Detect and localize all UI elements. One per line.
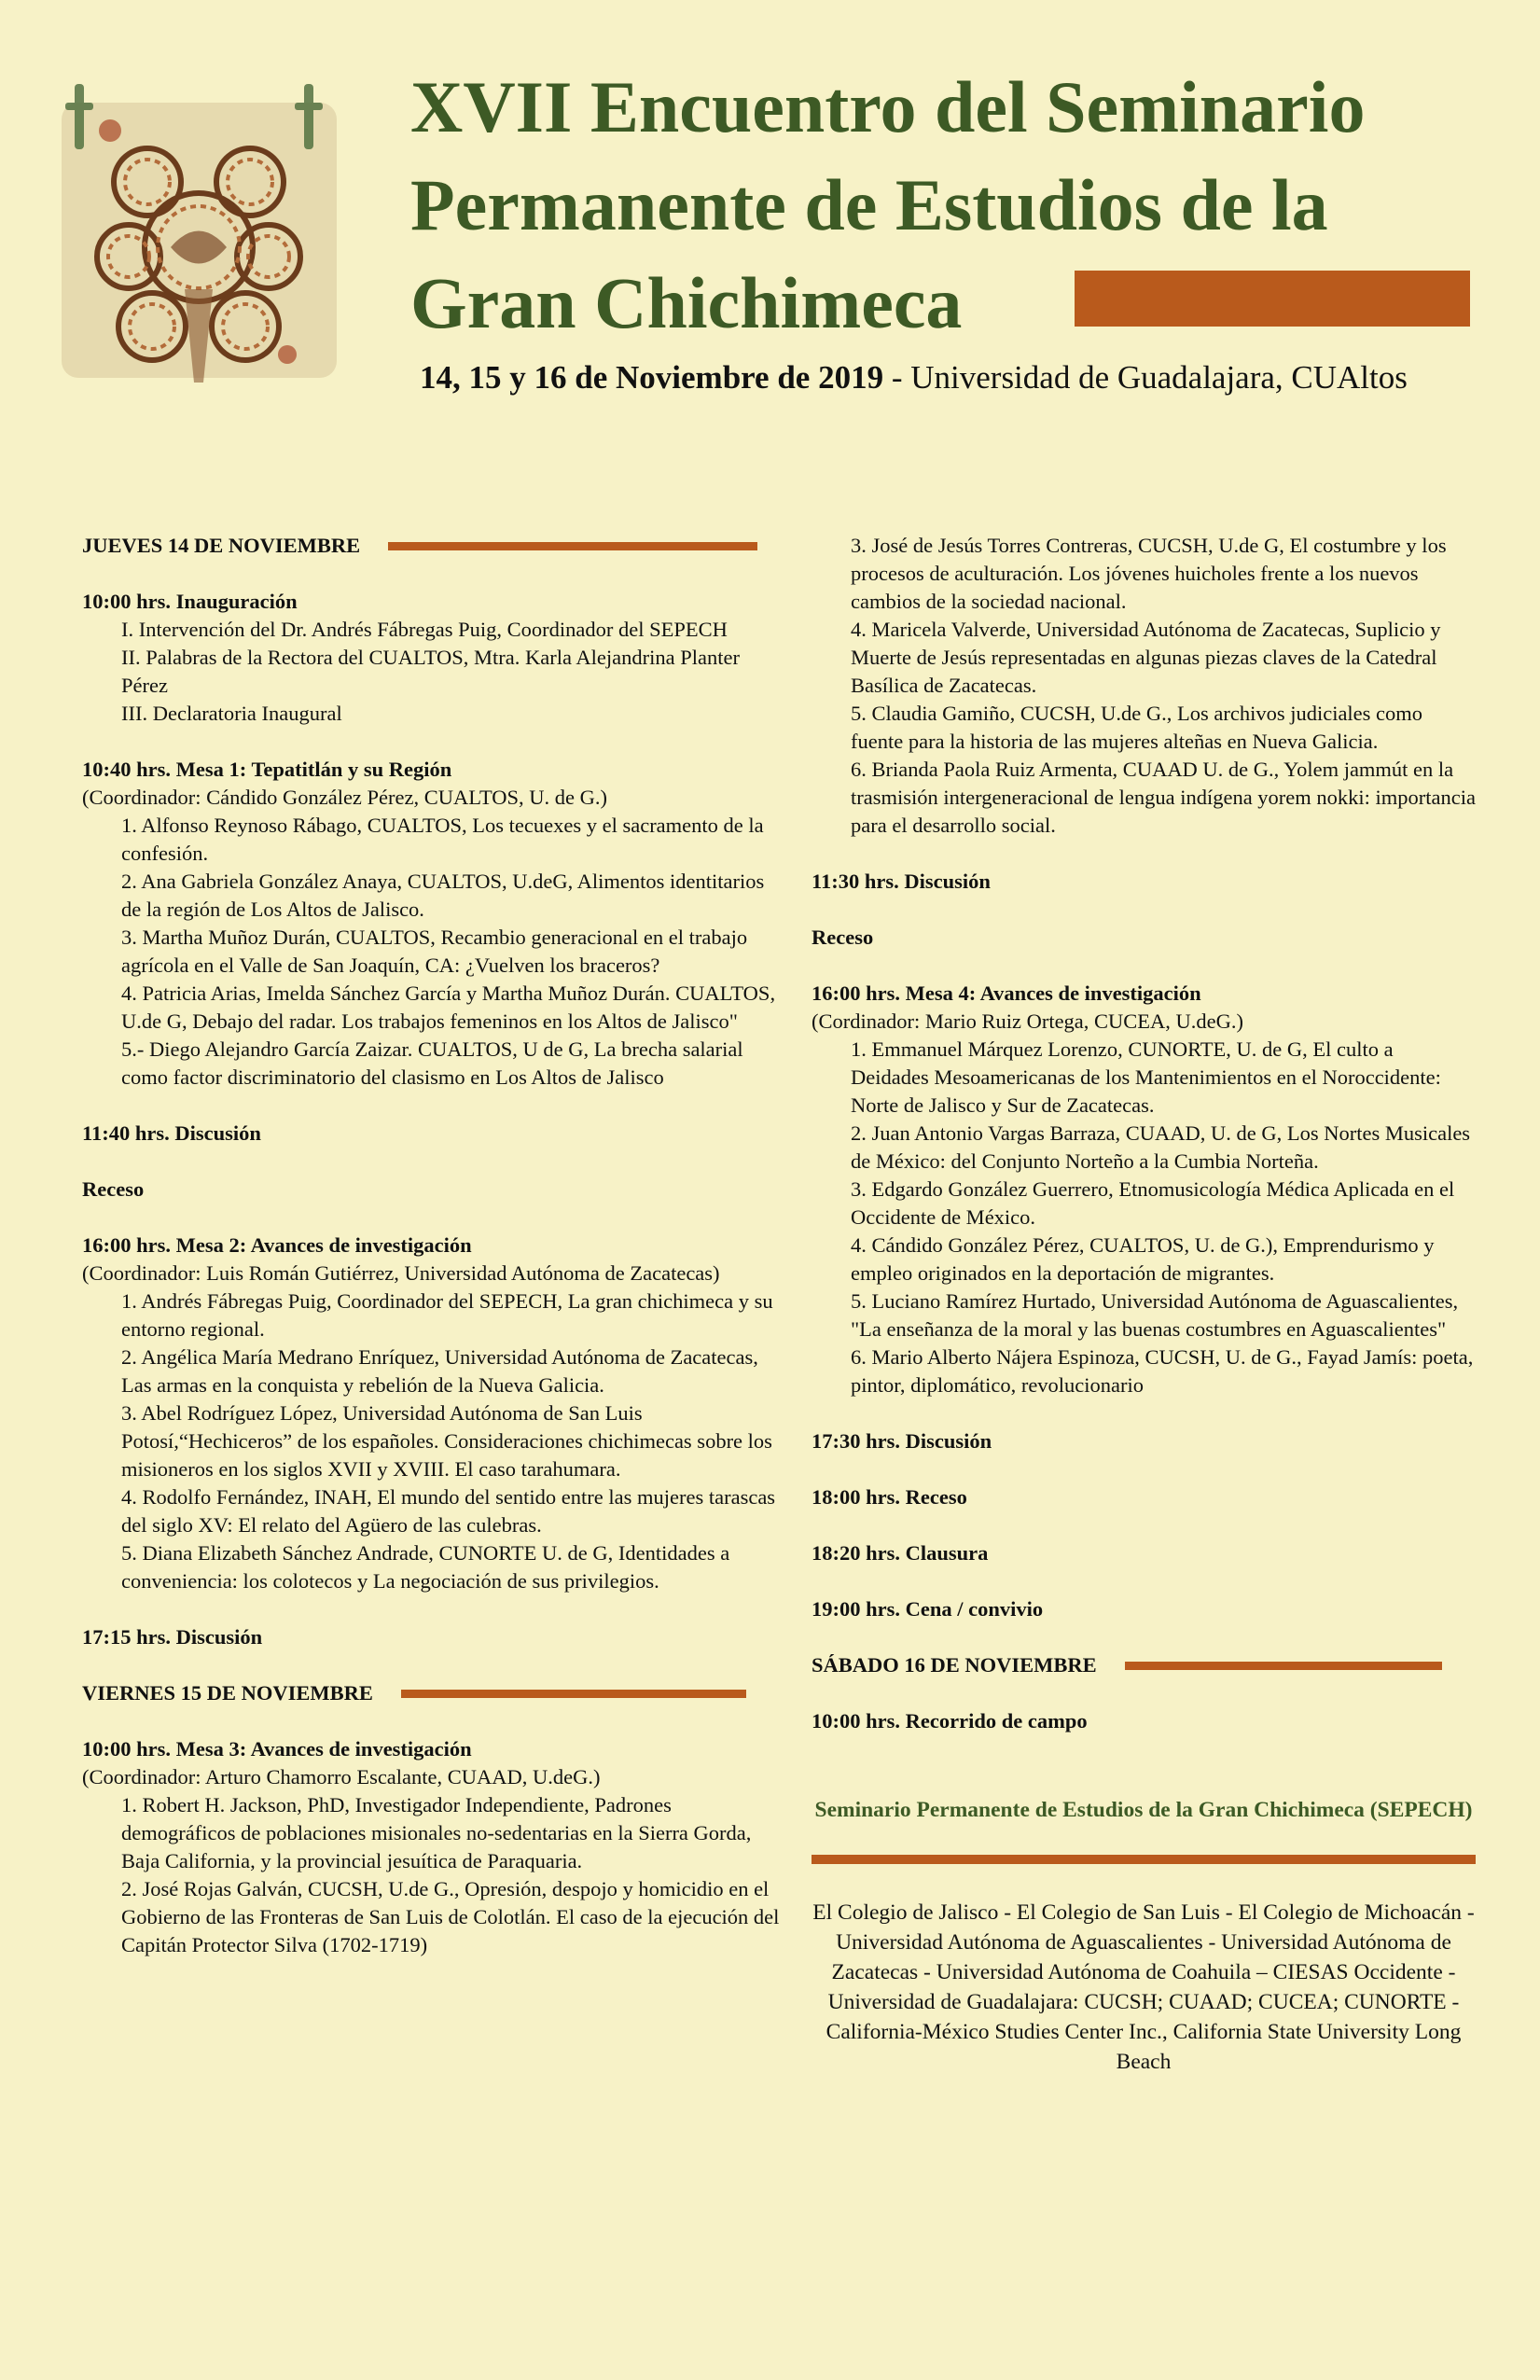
session-heading: 17:15 hrs. Discusión — [82, 1625, 263, 1649]
session-heading: 18:00 hrs. Receso — [812, 1485, 967, 1509]
list-item: 2. Juan Antonio Vargas Barraza, CUAAD, U. de G, Los Nortes Musicales de México: del Conjunto Norteño a la Cumbia Norteña. — [851, 1121, 1471, 1173]
day-heading-label: VIERNES 15 DE NOVIEMBRE — [82, 1681, 373, 1705]
session-heading: 16:00 hrs. Mesa 4: Avances de investigación — [812, 981, 1201, 1005]
event-venue: - Universidad de Guadalajara, CUAltos — [883, 359, 1408, 396]
list-item: 5.- Diego Alejandro García Zaizar. CUALTOS, U de G, La brecha salarial como factor discriminatorio del clasismo en Los Altos de Jalisco — [121, 1037, 743, 1089]
list-item: 2. Ana Gabriela González Anaya, CUALTOS, U.deG, Alimentos identitarios de la región de Los Altos de Jalisco. — [121, 870, 765, 921]
program-left-column — [82, 532, 784, 1959]
session-heading: 11:40 hrs. Discusión — [82, 1121, 261, 1145]
list-item: 1. Robert H. Jackson, PhD, Investigador Independiente, Padrones demográficos de poblaciones misionales no-sedentarias en la Sierra Gorda, Baja California, y la provincial jesuítica de Paraquaria. — [121, 1793, 752, 1872]
codex-map-illustration-icon — [54, 75, 343, 392]
session-heading: 19:00 hrs. Cena / convivio — [812, 1597, 1044, 1621]
session-coordinator: (Cordinador: Mario Ruiz Ortega, CUCEA, U.deG.) — [812, 1009, 1244, 1033]
list-item: 5. Claudia Gamiño, CUCSH, U.de G., Los archivos judiciales como fuente para la historia de las mujeres alteñas en Nueva Galicia. — [851, 702, 1423, 753]
day-heading-saturday — [812, 1651, 1476, 1679]
title-accent-bar — [1075, 271, 1470, 327]
session-heading: 18:20 hrs. Clausura — [812, 1541, 989, 1565]
list-item: 3. Abel Rodríguez López, Universidad Autónoma de San Luis Potosí,“Hechiceros” de los españoles. Consideraciones chichimecas sobre los misioneros en los siglos XVII y XVIII. El caso tarahumara. — [121, 1401, 772, 1481]
session-heading: 10:00 hrs. Inauguración — [82, 590, 298, 613]
list-item: 5. Luciano Ramírez Hurtado, Universidad Autónoma de Aguascalientes, "La enseñanza de la moral y las buenas costumbres en Aguascalientes" — [851, 1289, 1459, 1341]
day-heading-rule — [401, 1690, 746, 1698]
organizer-institutions: El Colegio de Jalisco - El Colegio de San Luis - El Colegio de Michoacán - Universidad Autónoma de Aguascalientes - Universidad Autónoma de Zacatecas - Universidad Autónoma de Coahuila – CIESAS Occidente - Universidad de Guadalajara: CUCSH; CUAAD; CUCEA; CUNORTE - California-México Studies Center Inc., California State University Long Beach — [812, 1900, 1475, 2074]
session-coordinator: (Coordinador: Cándido González Pérez, CUALTOS, U. de G.) — [82, 786, 608, 809]
list-item: 4. Rodolfo Fernández, INAH, El mundo del sentido entre las mujeres tarascas del siglo XV: El relato del Agüero de las culebras. — [121, 1485, 776, 1537]
session-heading: 16:00 hrs. Mesa 2: Avances de investigación — [82, 1233, 472, 1257]
list-item: 4. Patricia Arias, Imelda Sánchez García y Martha Muñoz Durán. CUALTOS, U.de G, Debajo del radar. Los trabajos femeninos en los Altos de Jalisco" — [121, 981, 776, 1033]
list-item: III. Declaratoria Inaugural — [121, 702, 342, 725]
day-heading-rule — [388, 542, 757, 550]
list-item: 2. José Rojas Galván, CUCSH, U.de G., Opresión, despojo y homicidio en el Gobierno de las Fronteras de San Luis de Colotlán. El caso de la ejecución del Capitán Protector Silva (1702-1719) — [121, 1877, 780, 1956]
list-item: 1. Alfonso Reynoso Rábago, CUALTOS, Los tecuexes y el sacramento de la confesión. — [121, 814, 764, 865]
session-heading: 10:40 hrs. Mesa 1: Tepatitlán y su Región — [82, 758, 452, 781]
session-heading: 11:30 hrs. Discusión — [812, 870, 991, 893]
title-line-1: XVII Encuentro del Seminario — [410, 66, 1366, 147]
session-coordinator: (Coordinador: Luis Román Gutiérrez, Universidad Autónoma de Zacatecas) — [82, 1261, 720, 1285]
session-heading: 10:00 hrs. Recorrido de campo — [812, 1709, 1088, 1733]
list-item: 4. Maricela Valverde, Universidad Autónoma de Zacatecas, Suplicio y Muerte de Jesús representadas en algunas piezas claves de la Catedral Basílica de Zacatecas. — [851, 618, 1441, 697]
list-item: II. Palabras de la Rectora del CUALTOS, Mtra. Karla Alejandrina Planter Pérez — [121, 646, 740, 697]
list-item: 1. Emmanuel Márquez Lorenzo, CUNORTE, U. de G, El culto a Deidades Mesoamericanas de los Mantenimientos en el Noroccidente: Norte de Jalisco y Sur de Zacatecas. — [851, 1037, 1441, 1117]
title-line-3: Gran Chichimeca — [410, 262, 963, 343]
event-dates-bold: 14, 15 y 16 de Noviembre de 2019 — [420, 359, 884, 396]
day-heading-friday — [82, 1679, 784, 1707]
list-item: 3. Edgardo González Guerrero, Etnomusicología Médica Aplicada en el Occidente de México. — [851, 1177, 1455, 1229]
session-heading: Receso — [812, 926, 874, 949]
list-item: 6. Mario Alberto Nájera Espinoza, CUCSH, U. de G., Fayad Jamís: poeta, pintor, diplomático, revolucionario — [851, 1345, 1474, 1397]
title-line-2: Permanente de Estudios de la — [410, 164, 1328, 245]
list-item: 3. José de Jesús Torres Contreras, CUCSH, U.de G, El costumbre y los procesos de aculturación. Los jóvenes huicholes frente a los nuevos cambios de la sociedad nacional. — [851, 534, 1447, 613]
list-item: 2. Angélica María Medrano Enríquez, Universidad Autónoma de Zacatecas, Las armas en la conquista y rebelión de la Nueva Galicia. — [121, 1345, 758, 1397]
list-item: 5. Diana Elizabeth Sánchez Andrade, CUNORTE U. de G, Identidades a conveniencia: los colotecos y La negociación de sus privilegios. — [121, 1541, 730, 1593]
list-item: 1. Andrés Fábregas Puig, Coordinador del SEPECH, La gran chichimeca y su entorno regional. — [121, 1289, 773, 1341]
list-item: I. Intervención del Dr. Andrés Fábregas Puig, Coordinador del SEPECH — [121, 618, 728, 641]
program-right-column — [812, 532, 1476, 2077]
day-heading-label: JUEVES 14 DE NOVIEMBRE — [82, 534, 361, 557]
session-coordinator: (Coordinador: Arturo Chamorro Escalante, CUAAD, U.deG.) — [82, 1765, 601, 1788]
day-heading-rule — [1125, 1662, 1442, 1670]
session-heading: Receso — [82, 1177, 145, 1201]
list-item: 4. Cándido González Pérez, CUALTOS, U. de G.), Emprendurismo y empleo originados en la deportación de migrantes. — [851, 1233, 1435, 1285]
day-heading-thursday — [82, 532, 784, 560]
session-heading: 10:00 hrs. Mesa 3: Avances de investigación — [82, 1737, 472, 1761]
day-heading-label: SÁBADO 16 DE NOVIEMBRE — [812, 1653, 1097, 1677]
list-item: 3. Martha Muñoz Durán, CUALTOS, Recambio generacional en el trabajo agrícola en el Valle de San Joaquín, CA: ¿Vuelven los braceros? — [121, 926, 748, 977]
footer-divider — [812, 1855, 1476, 1864]
list-item: 6. Brianda Paola Ruiz Armenta, CUAAD U. de G., Yolem jammút en la trasmisión intergeneracional de lengua indígena yorem nokki: importancia para el desarrollo social. — [851, 758, 1477, 837]
event-dates — [420, 359, 1408, 397]
session-heading: 17:30 hrs. Discusión — [812, 1429, 992, 1453]
organizer-title: Seminario Permanente de Estudios de la Gran Chichimeca (SEPECH) — [814, 1798, 1473, 1822]
